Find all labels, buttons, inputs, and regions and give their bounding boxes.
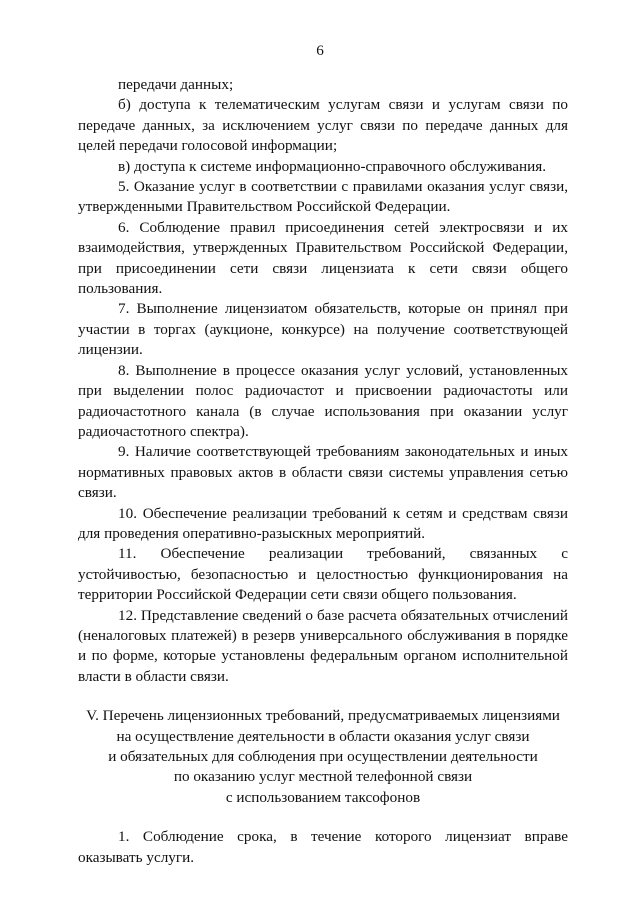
section-heading-line: и обязательных для соблюдения при осуществлении деятельности — [108, 748, 538, 765]
paragraph: 10. Обеспечение реализации требований к сетям и средствам связи для проведения оперативно-разыскных мероприятий. — [78, 504, 568, 542]
section-heading — [78, 706, 568, 808]
paragraph: 6. Соблюдение правил присоединения сетей электросвязи и их взаимодействия, утвержденных Правительством Российской Федерации, при присоединении сети связи лицензиата к сети связи общего пользования. — [78, 218, 568, 298]
section-heading-line: V. Перечень лицензионных требований, предусматриваемых лицензиями — [86, 707, 560, 725]
paragraph: 5. Оказание услуг в соответствии с правилами оказания услуг связи, утвержденными Правительством Российской Федерации. — [78, 178, 568, 216]
paragraph: б) доступа к телематическим услугам связи и услугам связи по передаче данных, за исключением услуг связи по передаче данных для целей передачи голосовой информации; — [78, 96, 568, 155]
paragraph: 12. Представление сведений о базе расчета обязательных отчислений (неналоговых платежей) в резерв универсального обслуживания в порядке и по форме, которые установлены федеральным органом исполнительной власти в области связи. — [78, 606, 568, 685]
paragraph: 11. Обеспечение реализации требований, связанных с устойчивостью, безопасностью и целостностью функционирования на территории Российской Федерации сети связи общего пользования. — [78, 545, 568, 604]
paragraphs-after-heading — [78, 827, 568, 868]
paragraph: в) доступа к системе информационно-справочного обслуживания. — [118, 157, 547, 175]
page-number: 6 — [316, 42, 324, 59]
paragraphs-before-heading — [78, 75, 568, 687]
paragraph: передачи данных; — [118, 76, 234, 93]
section-heading-line: на осуществление деятельности в области оказания услуг связи — [116, 727, 530, 745]
paragraph: 7. Выполнение лицензиатом обязательств, которые он принял при участии в торгах (аукционе, конкурсе) на получение соответствующей лицензии. — [78, 300, 568, 359]
section-heading-line: с использованием таксофонов — [225, 788, 421, 806]
paragraph: 9. Наличие соответствующей требованиям законодательных и иных нормативных правовых актов в области связи системы управления сетью связи. — [78, 443, 568, 502]
section-heading-line: по оказанию услуг местной телефонной связи — [173, 768, 473, 786]
paragraph: 1. Соблюдение срока, в течение которого лицензиат вправе оказывать услуги. — [78, 828, 568, 866]
document-body — [78, 75, 568, 868]
paragraph: 8. Выполнение в процессе оказания услуг условий, установленных при выделении полос радиочастот и присвоении радиочастоты или радиочастотного канала (в случае использования при оказании услуг радиочастотного спектра). — [78, 361, 568, 440]
